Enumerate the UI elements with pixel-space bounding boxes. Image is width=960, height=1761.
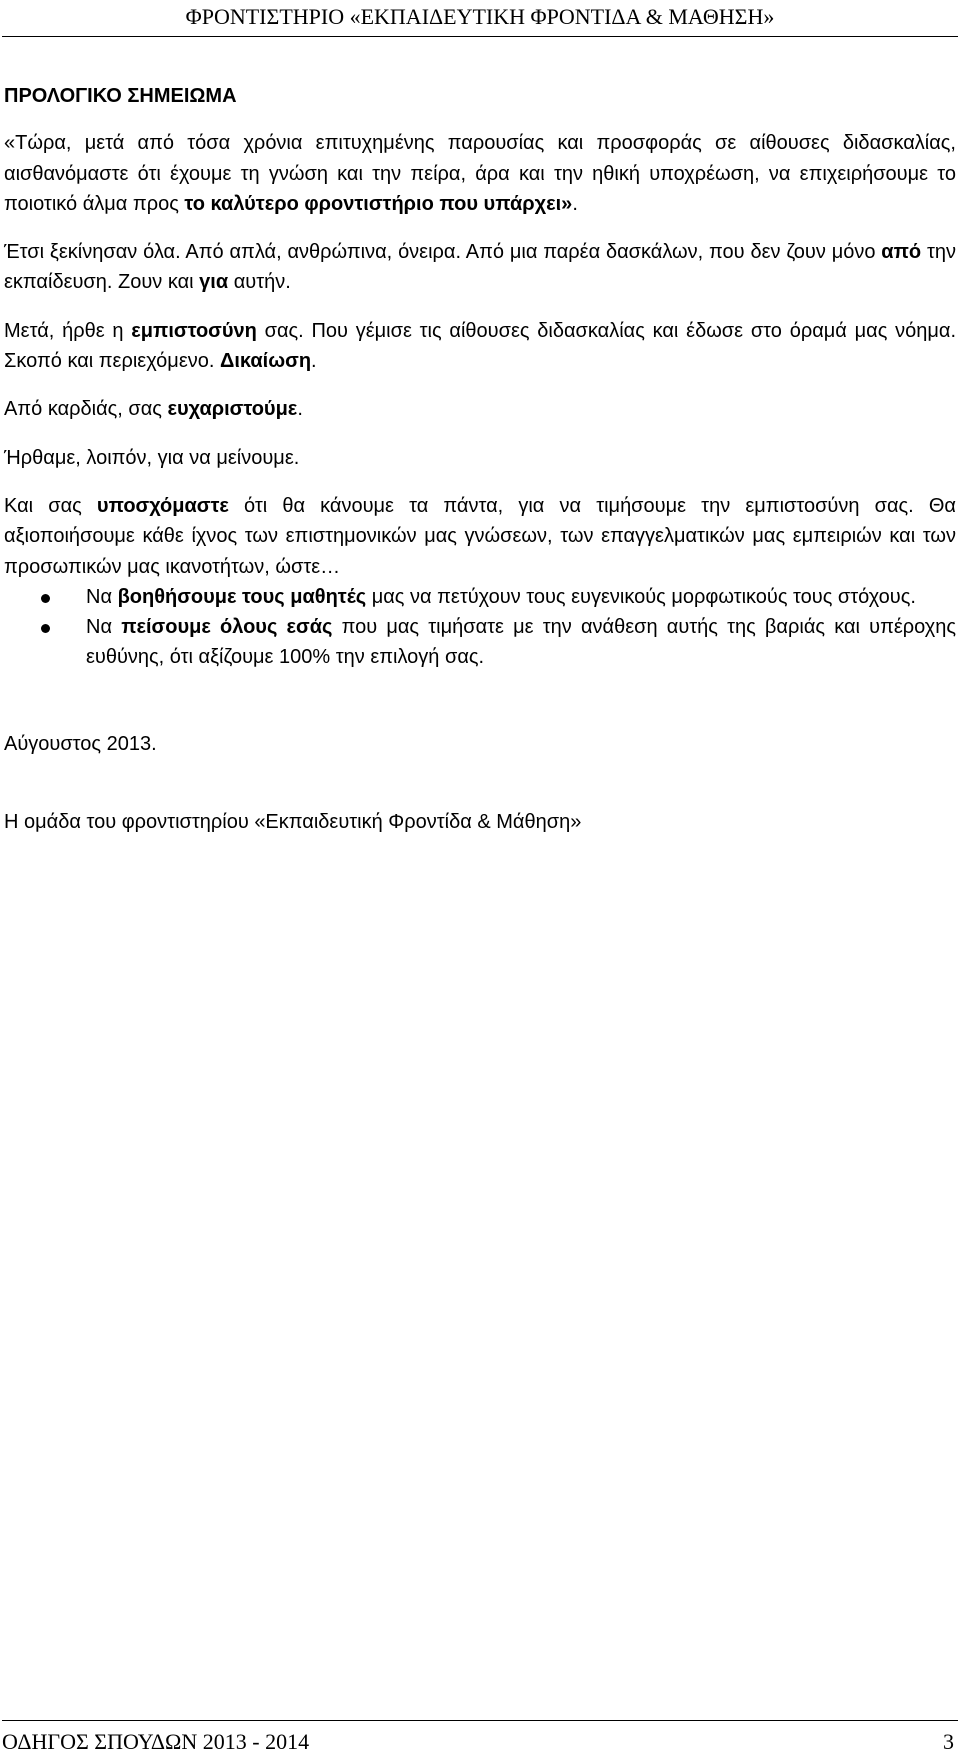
- header-title: ΦΡΟΝΤΙΣΤΗΡΙΟ «ΕΚΠΑΙΔΕΥΤΙΚΗ ΦΡΟΝΤΙΔΑ & ΜΑΘΗΣΗ»: [185, 4, 775, 29]
- document-body: [4, 72, 956, 837]
- footer-guide-title: ΟΔΗΓΟΣ ΣΠΟΥΔΩΝ 2013 - 2014: [2, 1729, 310, 1754]
- page-footer: [2, 1727, 954, 1757]
- emphasis-help-students: βοηθήσουμε τους μαθητές: [117, 585, 367, 608]
- paragraph-trust: Μετά, ήρθε η εμπιστοσύνη σας. Που γέμισε τις αίθουσες διδασκαλίας και έδωσε στο όραμά μας νόημα. Σκοπό και περιεχόμενο. Δικαίωση.: [4, 319, 956, 373]
- emphasis-best-school: το καλύτερο φροντιστήριο που υπάρχει»: [184, 192, 573, 215]
- emphasis-gia: για: [199, 271, 229, 294]
- date-line: Αύγουστος 2013.: [4, 732, 157, 755]
- emphasis-vindication: Δικαίωση: [219, 350, 312, 373]
- list-item: Να βοηθήσουμε τους μαθητές μας να πετύχουν τους ευγενικούς μορφωτικούς τους στόχους.: [86, 582, 956, 612]
- emphasis-convince-you: πείσουμε όλους εσάς: [121, 616, 333, 639]
- paragraph-beginnings: Έτσι ξεκίνησαν όλα. Από απλά, ανθρώπινα, όνειρα. Από μια παρέα δασκάλων, που δεν ζουν μόνο από την εκπαίδευση. Ζουν και για αυτήν.: [4, 241, 956, 294]
- page-header: [0, 2, 960, 32]
- bullet-icon: [41, 594, 50, 603]
- paragraph-thanks: Από καρδιάς, σας ευχαριστούμε.: [4, 398, 303, 421]
- page-number: 3: [943, 1729, 954, 1754]
- paragraph-stay: Ήρθαμε, λοιπόν, για να μείνουμε.: [4, 446, 300, 469]
- signature-line: Η ομάδα του φροντιστηρίου «Εκπαιδευτική Φροντίδα & Μάθηση»: [4, 811, 582, 834]
- header-divider: [2, 36, 958, 37]
- emphasis-trust: εμπιστοσύνη: [131, 319, 257, 342]
- paragraph-intro-quote: «Τώρα, μετά από τόσα χρόνια επιτυχημένης παρουσίας και προσφοράς σε αίθουσες διδασκαλίας, αισθανόμαστε ότι έχουμε τη γνώση και την πείρα, άρα και την ηθική υποχρέωση, να επιχειρήσουμε το ποιοτικό άλμα προς το καλύτερο φροντιστήριο που υπάρχει».: [4, 132, 956, 215]
- list-item: Να πείσουμε όλους εσάς που μας τιμήσατε με την ανάθεση αυτής της βαριάς και υπέροχης ευθύνης, ότι αξίζουμε 100% την επιλογή σας.: [86, 612, 956, 673]
- bullet-icon: [41, 624, 50, 633]
- section-title: ΠΡΟΛΟΓΙΚΟ ΣΗΜΕΙΩΜΑ: [4, 85, 237, 107]
- emphasis-apo: από: [881, 241, 922, 264]
- emphasis-thanks: ευχαριστούμε: [167, 398, 298, 421]
- footer-divider: [2, 1720, 958, 1721]
- emphasis-promise: υποσχόμαστε: [96, 494, 229, 517]
- goals-list: [4, 582, 956, 673]
- paragraph-promise: Και σας υποσχόμαστε ότι θα κάνουμε τα πάντα, για να τιμήσουμε την εμπιστοσύνη σας. Θα αξιοποιήσουμε κάθε ίχνος των επιστημονικών μας γνώσεων, των επαγγελματικών μας εμπειριών και των προσωπικών μας ικανοτήτων, ώστε…: [4, 494, 956, 578]
